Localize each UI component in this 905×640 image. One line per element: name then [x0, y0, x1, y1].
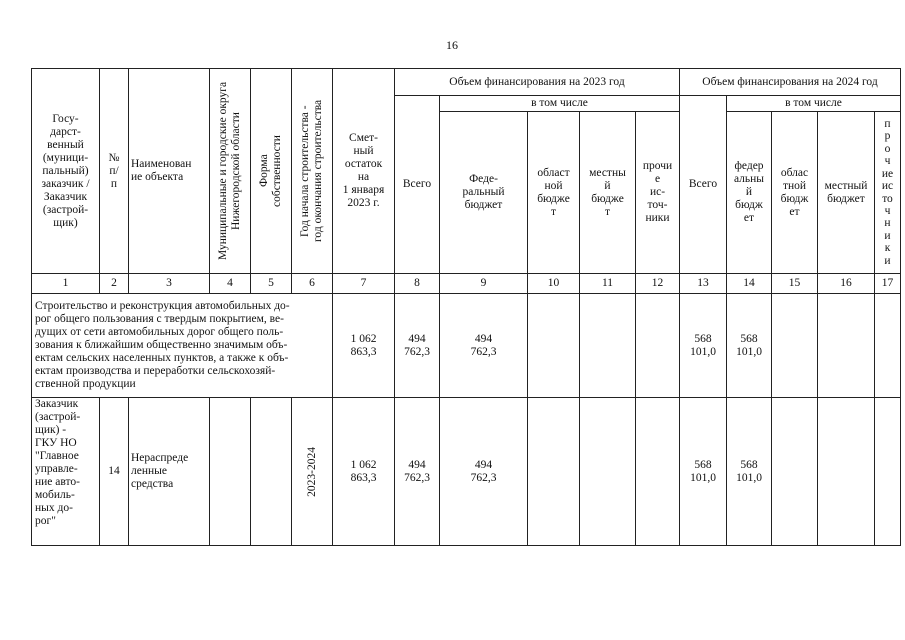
column-number: 12 [636, 274, 680, 294]
row-total-2023: 494 762,3 [395, 398, 440, 546]
row-regional-2023 [528, 398, 580, 546]
column-number: 11 [580, 274, 636, 294]
row-total-2024: 568 101,0 [680, 398, 727, 546]
section-local-2024 [818, 294, 875, 398]
section-local-2023 [580, 294, 636, 398]
column-number: 8 [395, 274, 440, 294]
column-number: 6 [292, 274, 333, 294]
page-number: 16 [446, 38, 458, 52]
header-total-2023: Всего [395, 96, 440, 274]
column-number: 14 [727, 274, 772, 294]
column-number: 15 [772, 274, 818, 294]
section-balance: 1 062 863,3 [333, 294, 395, 398]
header-including-2023: в том числе [440, 96, 680, 112]
header-fin-2024: Объем финансирования на 2024 год [680, 69, 901, 96]
header-regional-2023: област ной бюдже т [528, 112, 580, 274]
header-including-2024: в том числе [727, 96, 901, 112]
row-local-2024 [818, 398, 875, 546]
row-local-2023 [580, 398, 636, 546]
row-regional-2024 [772, 398, 818, 546]
header-federal-2023: Феде- ральный бюджет [440, 112, 528, 274]
header-municipality: Муниципальные и городские округа Нижегородской области [210, 69, 251, 274]
section-total-2023: 494 762,3 [395, 294, 440, 398]
header-object-name: Наименован ие объекта [129, 69, 210, 274]
row-object-name: Нераспреде ленные средства [129, 398, 210, 546]
header-customer: Госу- дарст- венный (муници- пальный) заказчик / Заказчик (застрой- щик) [32, 69, 100, 274]
section-regional-2023 [528, 294, 580, 398]
header-federal-2024: федер альны й бюдж ет [727, 112, 772, 274]
header-other-2023: прочи е ис- точ- ники [636, 112, 680, 274]
column-number: 2 [100, 274, 129, 294]
row-ownership [251, 398, 292, 546]
row-municipality [210, 398, 251, 546]
column-number: 13 [680, 274, 727, 294]
header-num: № п/ п [100, 69, 129, 274]
row-federal-2023: 494 762,3 [440, 398, 528, 546]
header-fin-2023: Объем финансирования на 2023 год [395, 69, 680, 96]
section-regional-2024 [772, 294, 818, 398]
header-local-2024: местный бюджет [818, 112, 875, 274]
column-number: 7 [333, 274, 395, 294]
header-balance: Смет- ный остаток на 1 января 2023 г. [333, 69, 395, 274]
row-federal-2024: 568 101,0 [727, 398, 772, 546]
header-local-2023: местны й бюдже т [580, 112, 636, 274]
section-federal-2024: 568 101,0 [727, 294, 772, 398]
section-other-2023 [636, 294, 680, 398]
section-federal-2023: 494 762,3 [440, 294, 528, 398]
header-other-2024: п р о ч ие ис то ч н и к и [875, 112, 901, 274]
header-total-2024: Всего [680, 96, 727, 274]
section-title: Строительство и реконструкция автомобильных до- рог общего пользования с твердым покрытием, ве- дущих от сети автомобильных дорог общего поль- зования к ближайшим общественно значимым объ- ектам сельских населенных пунктов, а также к объ- ектам производства и переработки сельскохозяй- ственной продукции [32, 294, 333, 398]
header-ownership: Форма собственности [251, 69, 292, 274]
section-total-2024: 568 101,0 [680, 294, 727, 398]
column-number: 9 [440, 274, 528, 294]
header-regional-2024: облас тной бюдж ет [772, 112, 818, 274]
row-balance: 1 062 863,3 [333, 398, 395, 546]
row-customer: Заказчик (застрой- щик) - ГКУ НО "Главное управле- ние авто- мобиль- ных до- рог" [32, 398, 100, 546]
row-other-2024 [875, 398, 901, 546]
column-number: 3 [129, 274, 210, 294]
financing-table [31, 68, 901, 546]
column-number: 5 [251, 274, 292, 294]
header-years: Год начала строительства - год окончания строительства [292, 69, 333, 274]
row-num: 14 [100, 398, 129, 546]
column-number: 10 [528, 274, 580, 294]
column-number: 17 [875, 274, 901, 294]
row-other-2023 [636, 398, 680, 546]
row-years: 2023-2024 [292, 398, 333, 546]
column-number: 1 [32, 274, 100, 294]
column-number: 4 [210, 274, 251, 294]
column-number: 16 [818, 274, 875, 294]
section-other-2024 [875, 294, 901, 398]
